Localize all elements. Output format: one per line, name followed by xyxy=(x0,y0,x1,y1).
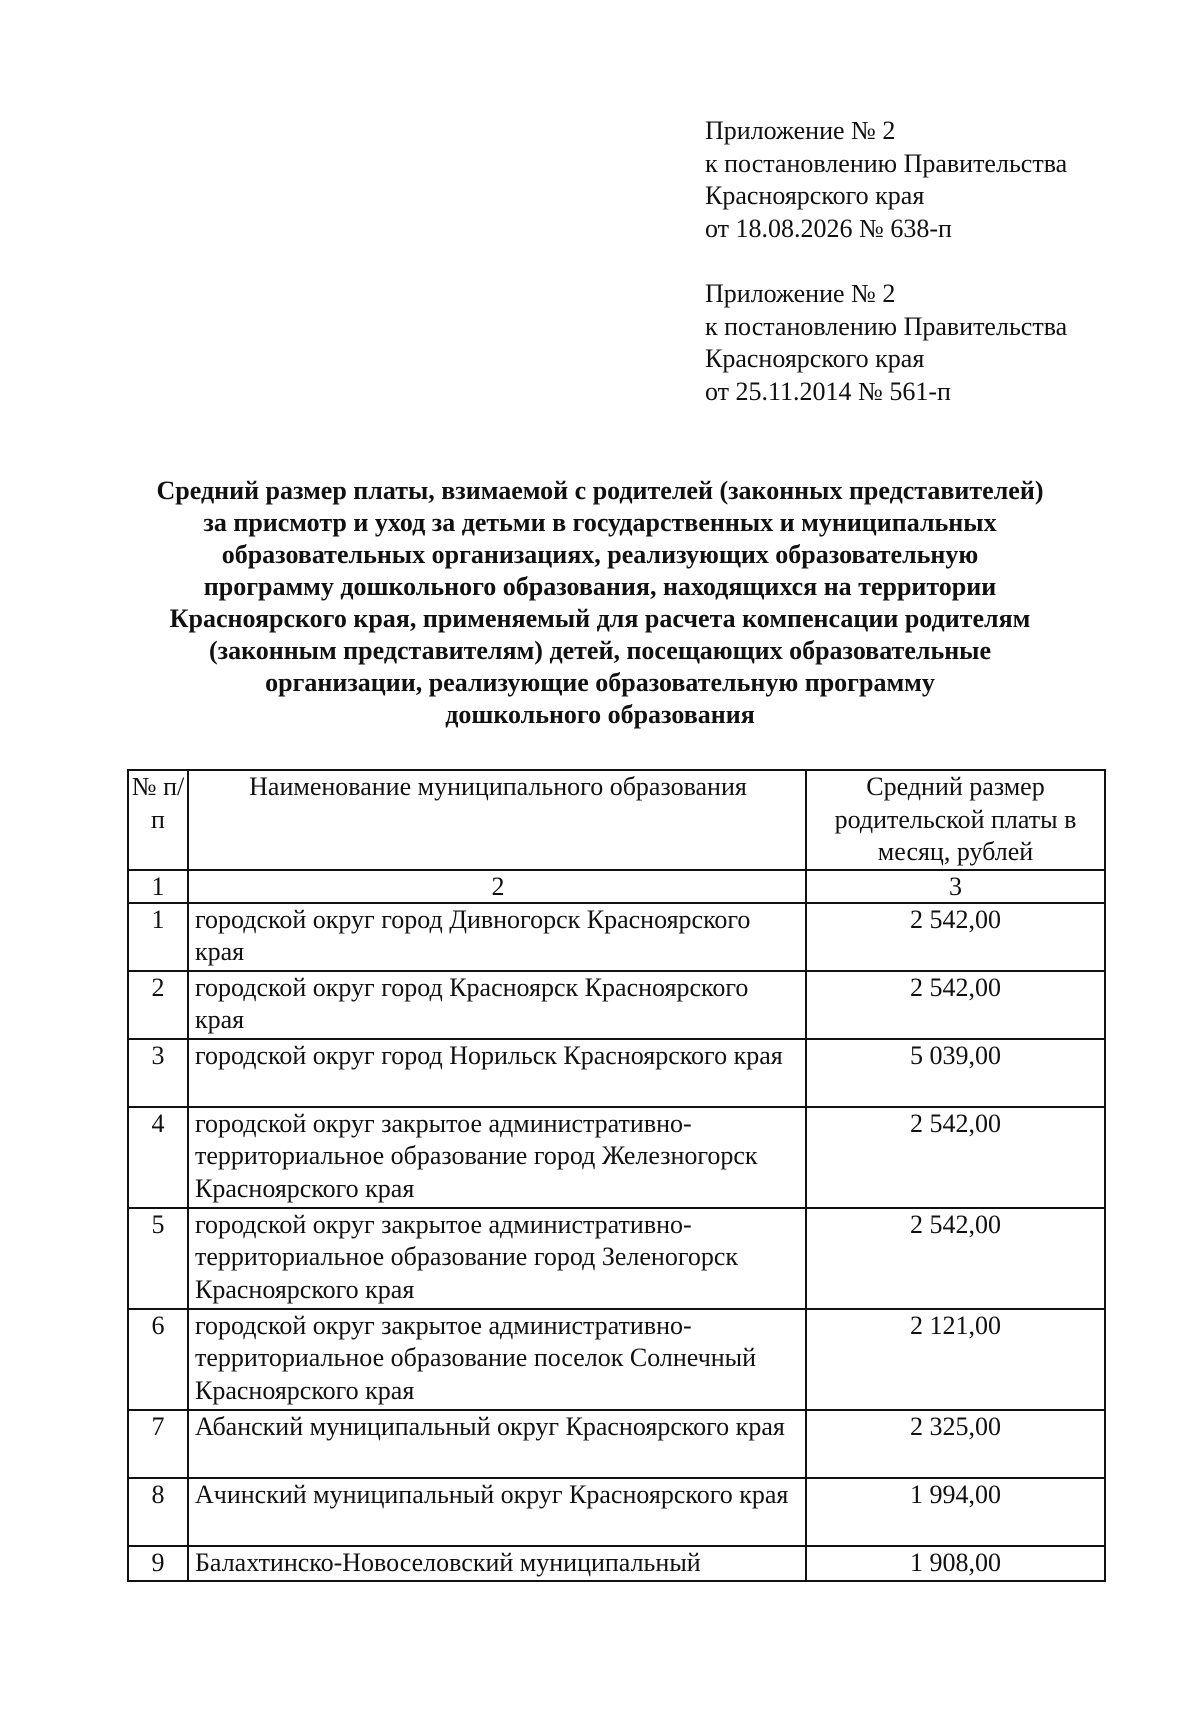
header-municipality: Наименование муниципального образования xyxy=(188,770,806,870)
fee-table xyxy=(127,769,1106,1582)
average-fee: 2 542,00 xyxy=(806,903,1105,971)
table-row xyxy=(128,1309,1105,1410)
average-fee: 2 121,00 xyxy=(806,1309,1105,1410)
title-line: образовательных организациях, реализующих образовательную xyxy=(221,540,979,569)
appendix-region: Красноярского края xyxy=(705,344,925,373)
table-row xyxy=(128,1208,1105,1309)
municipality-name: Абанский муниципальный округ Красноярского края xyxy=(188,1410,806,1478)
average-fee: 2 542,00 xyxy=(806,1208,1105,1309)
appendix-title: Приложение № 2 xyxy=(705,279,896,308)
municipality-name: городской округ закрытое административно-территориальное образование город Железногорск Красноярского края xyxy=(188,1107,806,1208)
table-row xyxy=(128,971,1105,1039)
appendix-title: Приложение № 2 xyxy=(705,116,896,145)
municipality-name: Ачинский муниципальный округ Красноярского края xyxy=(188,1478,806,1546)
municipality-name: городской округ город Красноярск Красноярского края xyxy=(188,971,806,1039)
title-line: программу дошкольного образования, находящихся на территории xyxy=(203,572,997,601)
table-header-row xyxy=(128,770,1105,870)
title-line: дошкольного образования xyxy=(445,700,755,729)
average-fee: 2 542,00 xyxy=(806,1107,1105,1208)
row-number: 8 xyxy=(128,1478,188,1546)
header-number: № п/п xyxy=(128,770,188,870)
column-index: 2 xyxy=(188,870,806,903)
table-row xyxy=(128,1410,1105,1478)
table-row xyxy=(128,1546,1105,1581)
appendix-decree-date: от 25.11.2014 № 561-п xyxy=(705,376,951,406)
title-line: за присмотр и уход за детьми в государственных и муниципальных xyxy=(203,508,997,537)
column-index-row xyxy=(128,870,1105,903)
appendix-region: Красноярского края xyxy=(705,181,925,210)
title-line: (законным представителям) детей, посещающих образовательные xyxy=(208,636,992,665)
average-fee: 2 325,00 xyxy=(806,1410,1105,1478)
appendix-reference-previous xyxy=(705,278,1165,408)
row-number: 9 xyxy=(128,1546,188,1581)
average-fee: 1 908,00 xyxy=(806,1546,1105,1581)
municipality-name: городской округ закрытое административно-территориальное образование город Зеленогорск Красноярского края xyxy=(188,1208,806,1309)
table-row xyxy=(128,903,1105,971)
average-fee: 2 542,00 xyxy=(806,971,1105,1039)
row-number: 7 xyxy=(128,1410,188,1478)
appendix-decree-date: от 18.08.2026 № 638-п xyxy=(705,213,952,243)
municipality-name: городской округ город Дивногорск Красноярского края xyxy=(188,903,806,971)
header-average-fee: Средний размер родительской платы в месяц, рублей xyxy=(806,770,1105,870)
appendix-decree-ref: к постановлению Правительства xyxy=(705,148,1068,178)
table-row xyxy=(128,1478,1105,1546)
column-index: 1 xyxy=(128,870,188,903)
appendix-reference-current xyxy=(705,115,1165,245)
row-number: 2 xyxy=(128,971,188,1039)
table-row xyxy=(128,1039,1105,1107)
table-row xyxy=(128,1107,1105,1208)
row-number: 3 xyxy=(128,1039,188,1107)
municipality-name: Балахтинско-Новоселовский муниципальный xyxy=(188,1546,806,1581)
appendix-decree-ref: к постановлению Правительства xyxy=(705,311,1068,341)
title-line: Средний размер платы, взимаемой с родителей (законных представителей) xyxy=(156,476,1044,505)
municipality-name: городской округ город Норильск Красноярского края xyxy=(188,1039,806,1107)
average-fee: 5 039,00 xyxy=(806,1039,1105,1107)
column-index: 3 xyxy=(806,870,1105,903)
title-line: организации, реализующие образовательную программу xyxy=(265,668,935,697)
row-number: 1 xyxy=(128,903,188,971)
municipality-name: городской округ закрытое административно-территориальное образование поселок Солнечный Красноярского края xyxy=(188,1309,806,1410)
row-number: 5 xyxy=(128,1208,188,1309)
row-number: 6 xyxy=(128,1309,188,1410)
document-title xyxy=(100,475,1100,731)
row-number: 4 xyxy=(128,1107,188,1208)
title-line: Красноярского края, применяемый для расчета компенсации родителям xyxy=(169,604,1031,633)
average-fee: 1 994,00 xyxy=(806,1478,1105,1546)
